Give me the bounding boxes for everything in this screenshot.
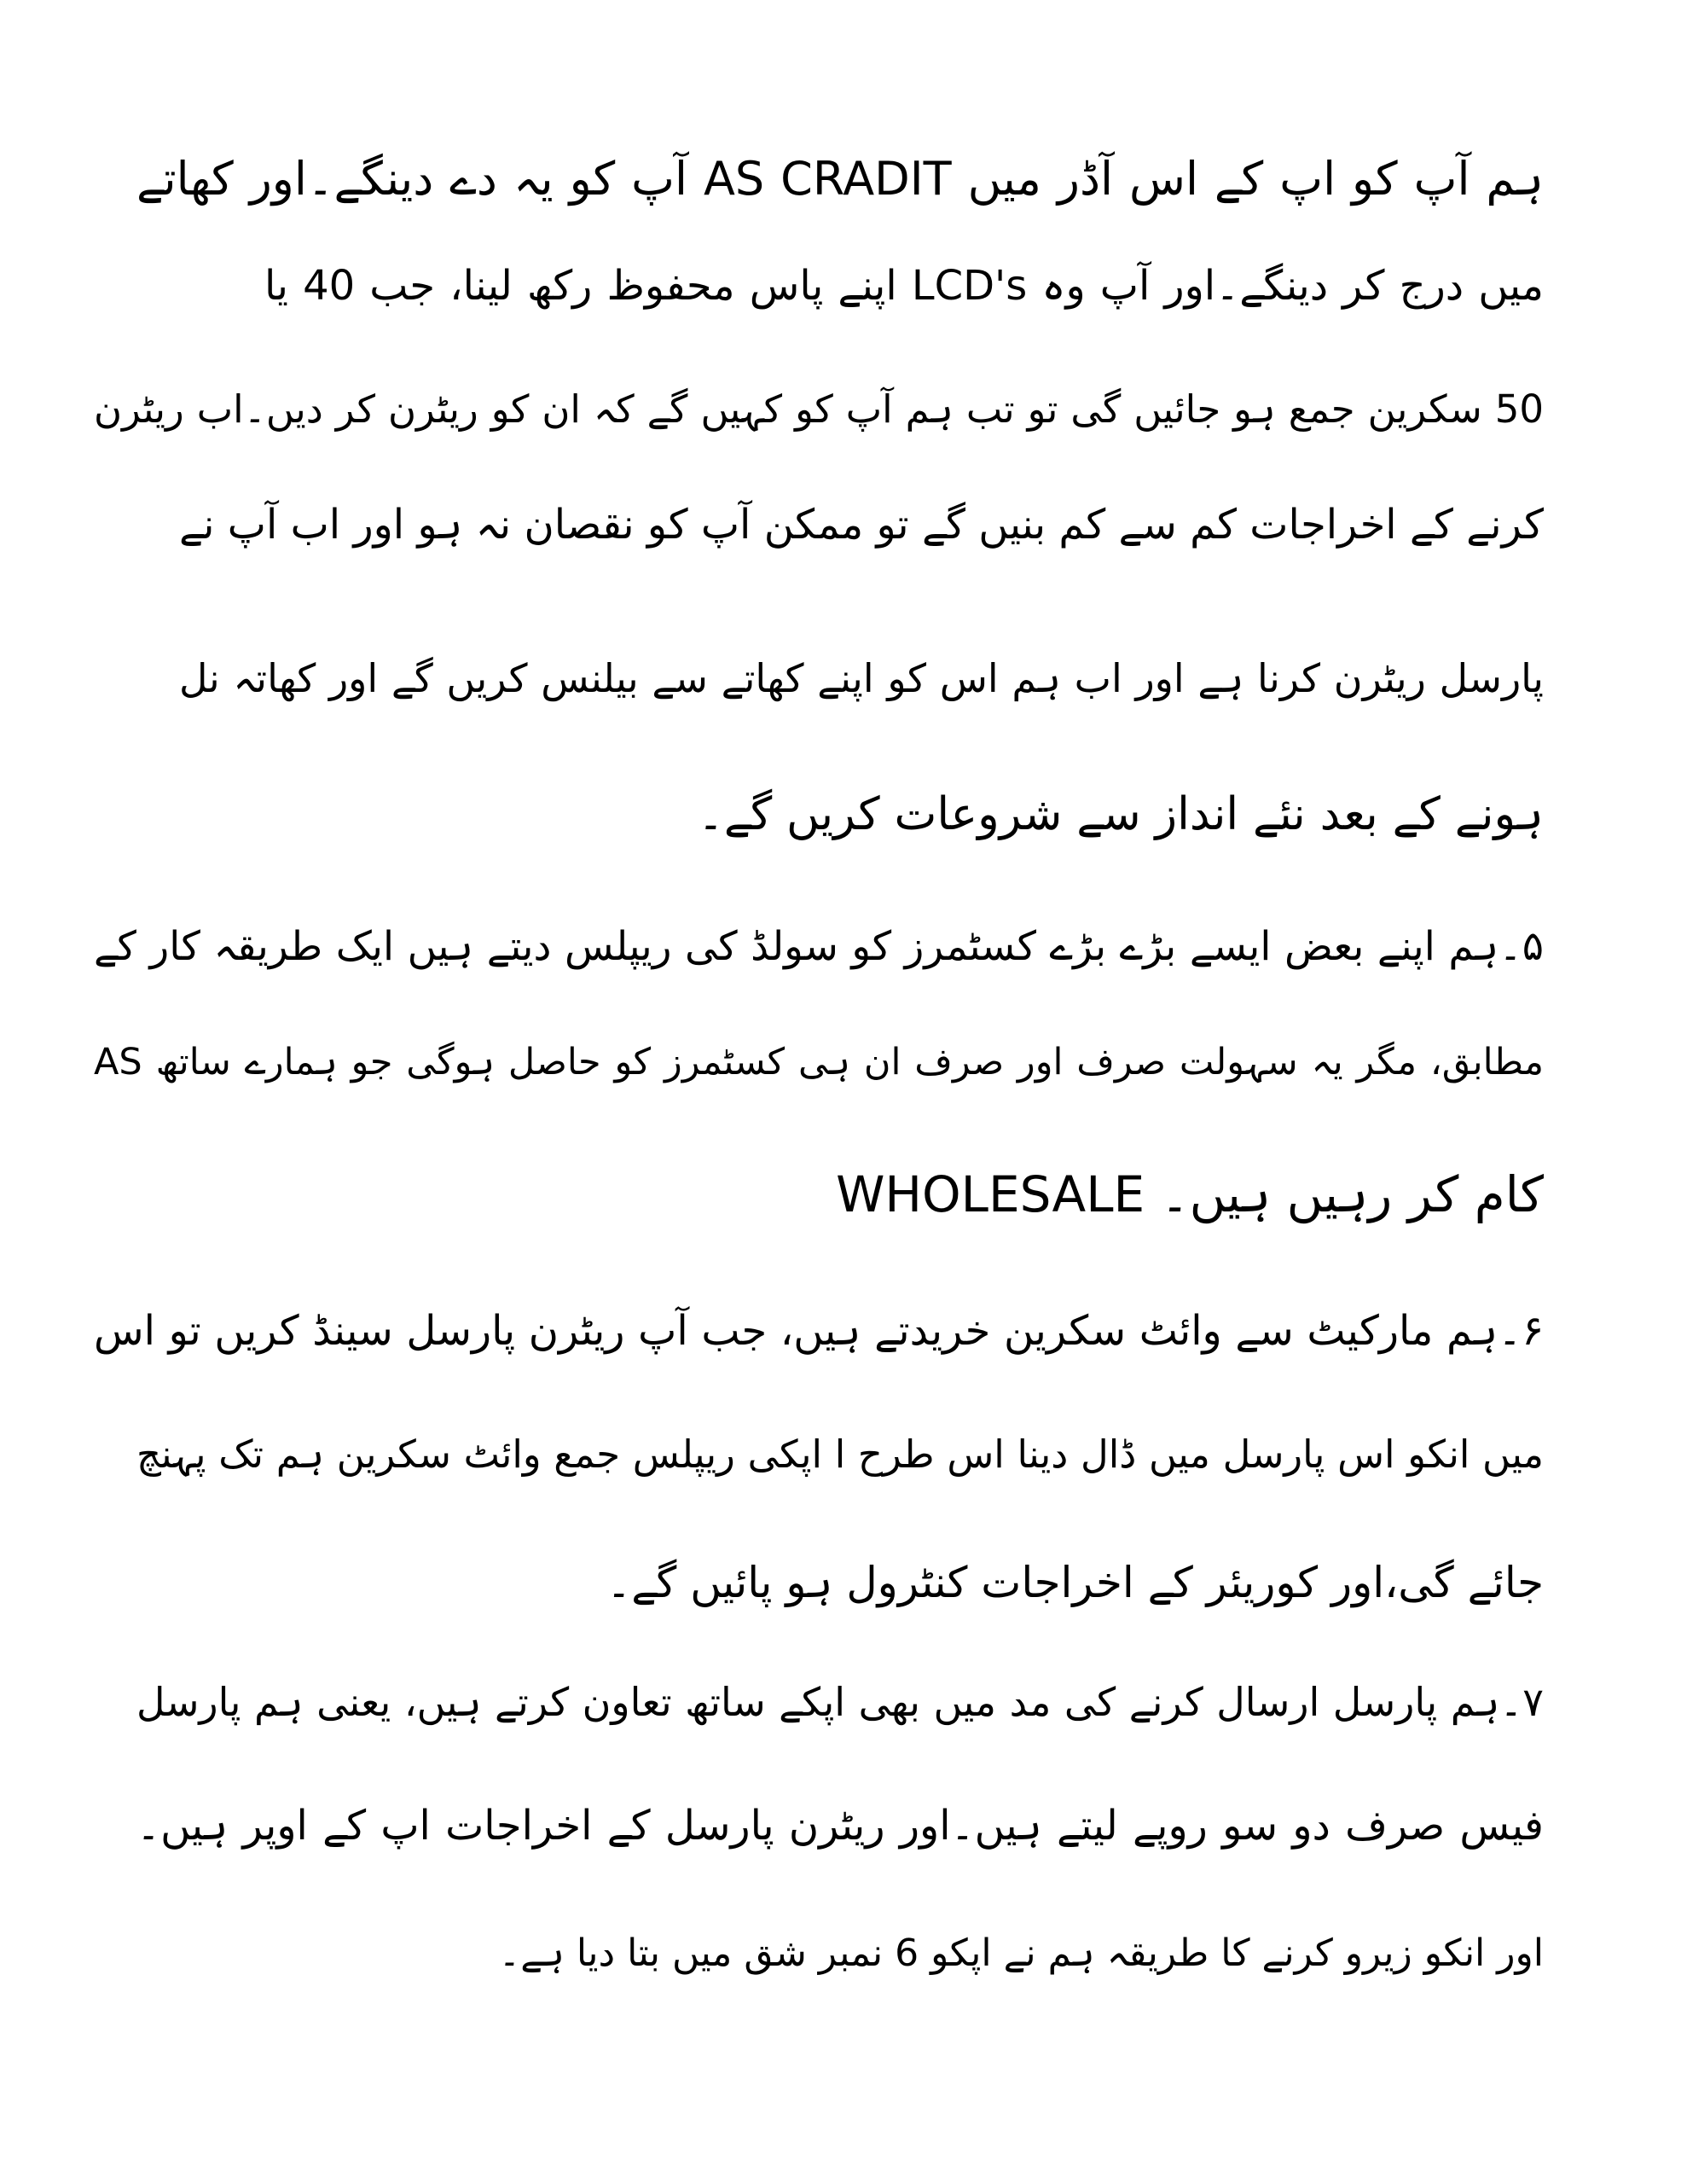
- text-line: ۶۔ہم مارکیٹ سے وائٹ سکرین خریدتے ہیں، جب آپ ریٹرن پارسل سینڈ کریں تو اس: [94, 1307, 1544, 1355]
- text-line: اور انکو زیرو کرنے کا طریقہ ہم نے اپکو 6 نمبر شق میں بتا دیا ہے۔: [498, 1931, 1544, 1975]
- text-line: ہونے کے بعد نئے انداز سے شروعات کریں گے۔: [697, 788, 1544, 840]
- text-line: پارسل ریٹرن کرنا ہے اور اب ہم اس کو اپنے کھاتے سے بیلنس کریں گے اور کھاتہ نل: [179, 655, 1544, 701]
- text-line: مطابق، مگر یہ سہولت صرف اور صرف ان ہی کسٹمرز کو حاصل ہوگی جو ہمارے ساتھ AS: [94, 1041, 1544, 1083]
- text-line: ۷۔ہم پارسل ارسال کرنے کی مد میں بھی اپکے ساتھ تعاون کرتے ہیں، یعنی ہم پارسل: [136, 1679, 1544, 1725]
- text-line: ہم آپ کو اپ کے اس آڈر میں AS CRADIT آپ کو یہ دے دینگے۔اور کھاتے: [136, 152, 1544, 206]
- text-line: 50 سکرین جمع ہو جائیں گی تو تب ہم آپ کو کہیں گے کہ ان کو ریٹرن کر دیں۔اب ریٹرن: [94, 386, 1544, 432]
- text-line: ۵۔ہم اپنے بعض ایسے بڑے بڑے کسٹمرز کو سولڈ کی ریپلس دیتے ہیں ایک طریقہ کار کے: [94, 923, 1544, 970]
- text-line: فیس صرف دو سو روپے لیتے ہیں۔اور ریٹرن پارسل کے اخراجات اپ کے اوپر ہیں۔: [136, 1802, 1544, 1850]
- text-line: جائے گی،اور کوریئر کے اخراجات کنٹرول ہو پائیں گے۔: [606, 1558, 1544, 1607]
- text-line: WHOLESALE کام کر رہیں ہیں۔: [836, 1165, 1544, 1223]
- text-line: میں انکو اس پارسل میں ڈال دینا اس طرح ا اپکی ریپلس جمع وائٹ سکرین ہم تک پہنچ: [136, 1432, 1544, 1477]
- text-line: میں درج کر دینگے۔اور آپ وہ LCD's اپنے پاس محفوظ رکھ لینا، جب 40 یا: [264, 262, 1544, 310]
- text-line: کرنے کے اخراجات کم سے کم بنیں گے تو ممکن آپ کو نقصان نہ ہو اور اب آپ نے: [179, 501, 1544, 549]
